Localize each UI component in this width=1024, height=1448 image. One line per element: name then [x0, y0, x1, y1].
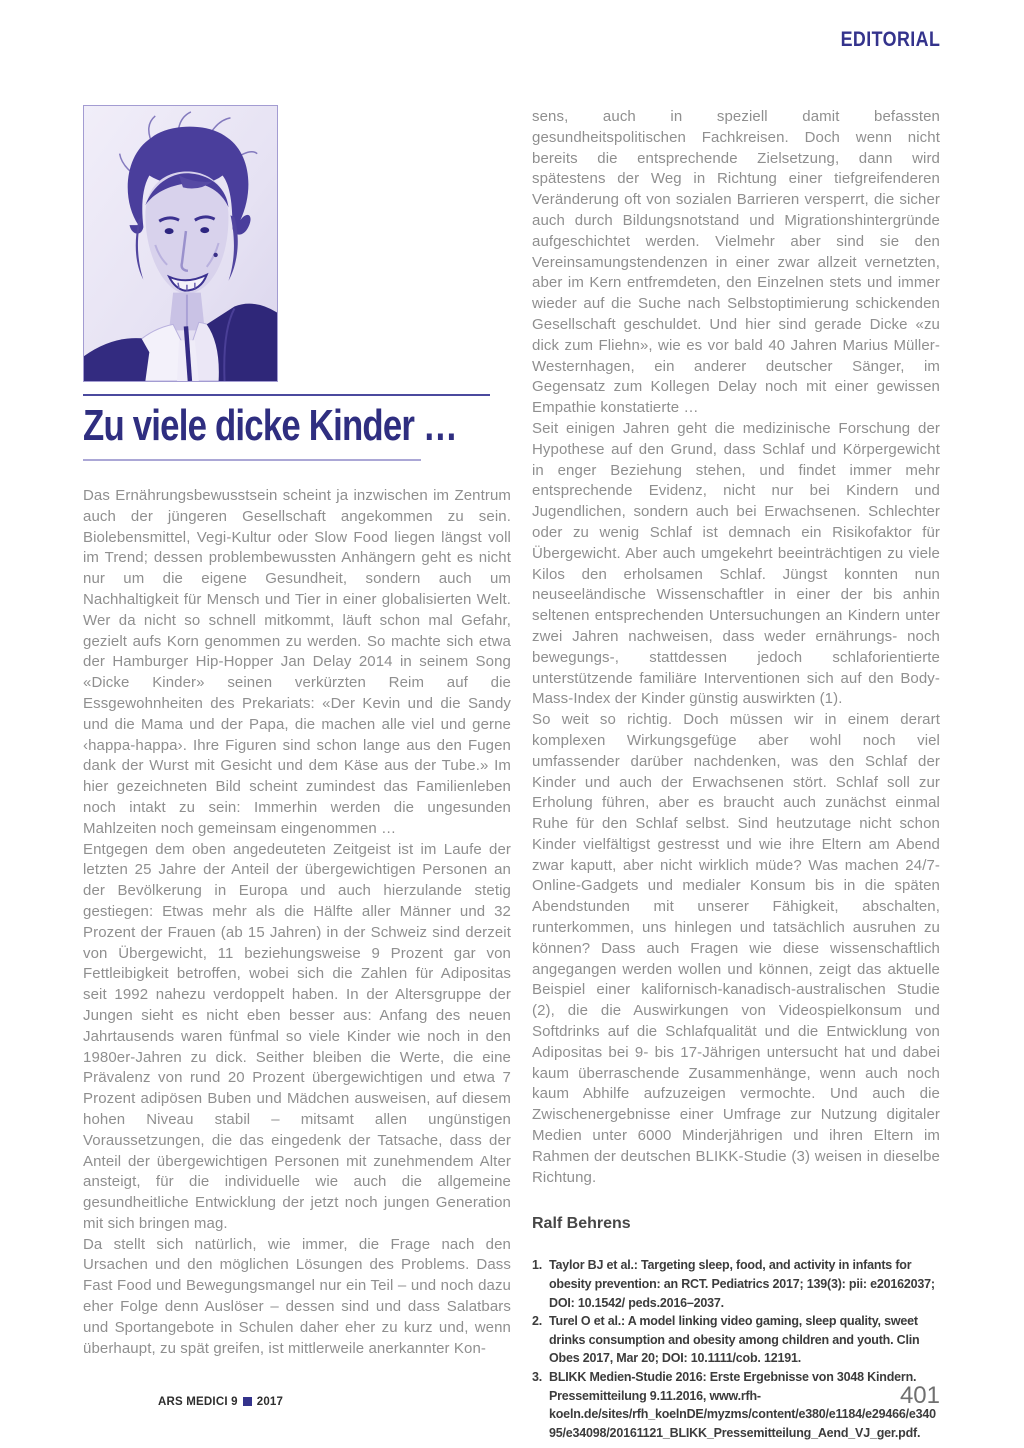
section-label — [823, 28, 940, 52]
right-text-column — [532, 107, 940, 1442]
journal-year: 2017 — [256, 1396, 284, 1408]
paragraph: sens, auch in speziell damit befassten gesundheitspolitischen Fachkreisen. Doch wenn nicht bereits die entsprechende Zielsetzung, dann wird spätestens der Weg in Richtung einer tiefgreifenderen Veränderung oft von sozialen Barrieren versperrt, die sicher auch durch Bildungsnotstand und Migrationshintergründe aufgeschichtet werden. Vielmehr aber sind sie den Vereinsamungstendenzen in einer zwar allzeit vernetzten, aber im Kern entfremdeten, den Einzelnen stets und immer wieder auf die Suche nach Selbstoptimierung schickenden Gesellschaft geschuldet. Und hier sind gerade Dicke «zu dick zum Fliehn», wie es vor bald 40 Jahren Marius Müller-Westernhagen, ein anderer deutscher Sänger, im Gegensatz zum Kollegen Delay noch mit einer gewissen Empathie konstatierte … — [532, 108, 940, 417]
journal-name: ARS MEDICI 9 — [158, 1396, 238, 1408]
footer-square-icon — [243, 1397, 252, 1406]
footer-journal-line — [158, 1396, 283, 1408]
title-block — [83, 394, 490, 461]
reference-number: 1. — [532, 1258, 543, 1273]
reference-number: 3. — [532, 1370, 543, 1384]
page-number: 401 — [899, 1382, 940, 1409]
reference-number: 2. — [532, 1314, 543, 1329]
reference-item — [532, 1368, 940, 1442]
title-rule-bottom — [83, 459, 421, 461]
title-rule-top — [83, 394, 490, 396]
reference-item — [532, 1312, 940, 1368]
page-title: Zu viele dicke Kinder … — [83, 401, 457, 450]
reference-item — [532, 1256, 940, 1312]
reference-text: Taylor BJ et al.: Targeting sleep, food, and activity in infants for obesity prevention: an RCT. Pediatrics 2017; 139(3): pii: e20162037; DOI: 10.1542/ peds.2016–2037. — [549, 1258, 935, 1310]
reference-text: Turel O et al.: A model linking video gaming, sleep quality, sweet drinks consumption and obesity among children and youth. Clin Obes 2017, Mar 20; DOI: 10.1111/cob. 12191. — [549, 1314, 920, 1366]
paragraph: So weit so richtig. Doch müssen wir in einem derart komplexen Wirkungsgefüge aber wohl noch viel umfassender darüber nachdenken, was den Schlaf der Kinder und auch der Erwachsenen stört. Schlaf soll zur Erholung führen, aber es braucht auch zunächst einmal Ruhe für den Schlaf selbst. Sind heutzutage nicht schon Kinder vielfältigst gestresst und wie ihre Eltern am Abend zwar kaputt, aber nicht wirklich müde? Was machen 24/7-Online-Gadgets und medialer Konsum bis in die späten Abendstunden mit unserer Fähigkeit, abschalten, runterkommen, uns hinlegen und tatsächlich ausruhen zu können? Dass auch Fragen wie diese wissenschaftlich angegangen werden wollen und können, zeigt das aktuelle Beispiel einer kalifornisch-kanadisch-australischen Studie (2), die die Auswirkungen von Videospielkonsum und Softdrinks auf die Schlafqualität und die Entwicklung von Adipositas bei 9- bis 17-Jährigen untersucht hat und dabei kaum überraschende Zusammenhänge, wenn auch noch kaum Abhilfe aufzuzeigen vermochte. Und auch die Zwischenergebnisse einer Umfrage zur Nutzung digitaler Medien unter 6000 Minderjährigen und ihren Eltern im Rahmen der deutschen BLIKK-Studie (3) weisen in dieselbe Richtung. — [532, 711, 940, 1186]
author-name: Ralf Behrens — [532, 1215, 631, 1233]
paragraph: Entgegen dem oben angedeuteten Zeitgeist ist im Laufe der letzten 25 Jahre der Anteil der übergewichtigen Personen an der Bevölkerung in Europa und auch hierzulande stetig gestiegen: Etwas mehr als die Hälfte aller Männer und 32 Prozent der Frauen (ab 15 Jahren) in der Schweiz sind derzeit von Übergewicht, 11 beziehungsweise 9 Prozent gar von Fettleibigkeit betroffen, wobei sich die Zahlen für Adipositas seit 1992 nahezu verdoppelt haben. In der Altersgruppe der Jungen sieht es nicht eben besser aus: Anfang des neuen Jahrtausends waren fünfmal so viele Kinder wie noch in den 1980er-Jahren zu dick. Seither bleiben die Werte, die eine Prävalenz von rund 20 Prozent übergewichtigen und etwa 7 Prozent adipösen Buben und Mädchen ausweisen, auf diesem hohen Niveau stabil – mitsamt allen ungünstigen Voraussetzungen, die das eingedenk der Tatsache, dass der Anteil der übergewichtigen Personen mit zunehmendem Alter ansteigt, für die individuelle wie auch die allgemeine gesundheitliche Entwicklung der jetzt noch jungen Generation mit sich bringen mag. — [83, 840, 511, 1232]
paragraph: Da stellt sich natürlich, wie immer, die Frage nach den Ursachen und den möglichen Lösungen des Problems. Dass Fast Food und Bewegungsmangel nur ein Teil – und noch dazu eher Folge denn Auslöser – dessen sind und dass Salatbars und Sportangebote in Schulen daher eher zu kurz und, wenn überhaupt, zu spät greifen, ist mittlerweile anerkannter Kon- — [83, 1235, 511, 1357]
paragraph: Seit einigen Jahren geht die medizinische Forschung der Hypothese auf den Grund, dass Schlaf und Körpergewicht in enger Beziehung stehen, und findet immer mehr entsprechende Evidenz, nicht nur bei Kindern und Jugendlichen, sondern auch bei Erwachsenen. Schlechter oder zu wenig Schlaf ist demnach ein Risikofaktor für Übergewicht. Aber auch umgekehrt beeinträchtigen zu viele Kilos den erholsamen Schlaf. Jüngst konnten nun neuseeländische Wissenschaftler in einer der bis anhin seltenen entsprechenden Untersuchungen an Kindern unter zwei Jahren nachweisen, dass weder ernährungs- noch bewegungs-, stattdessen jedoch schlaforientierte unterstützende familiäre Interventionen sich auf den Body-Mass-Index der Kinder günstig auswirkten (1). — [532, 419, 940, 708]
portrait-illustration — [84, 106, 277, 381]
reference-list — [532, 1256, 940, 1442]
section-label-text: EDITORIAL — [840, 28, 940, 51]
left-text-column — [83, 486, 511, 1359]
reference-text: BLIKK Medien-Studie 2016: Erste Ergebnisse von 3048 Kindern. Pressemitteilung 9.11.2016, www.rfh-koeln.de/sites/rfh_koelnDE/myzms/content/e380/e1184/e29466/e34095/e34098/20161121_BLIKK_Pressemitteilung_Aend_VJ_ger.pdf. — [549, 1370, 936, 1440]
paragraph: Das Ernährungsbewusstsein scheint ja inzwischen im Zentrum auch der jüngeren Gesellschaft angekommen zu sein. Biolebensmittel, Vegi-Kultur oder Slow Food liegen längst voll im Trend; dessen problembewussten Anhängern geht es nicht nur um die eigene Gesundheit, sondern auch um Nachhaltigkeit für Mensch und Tier in einer globalisierten Welt. Wer da nicht so schnell mitkommt, läuft schon mal Gefahr, gezielt aufs Korn genommen zu werden. So machte sich etwa der Hamburger Hip-Hopper Jan Delay 2014 in seinem Song «Dicke Kinder» seinen verkürzten Reim auf die Essgewohnheiten des Prekariats: «Der Kevin und die Sandy und die Mama und der Papa, die machen alle viel und gerne ‹happa-happa›. Ihre Figuren sind schon lange aus den Fugen dank der Wurst mit Gesicht und dem Käse aus der Tube.» Im hier gezeichneten Bild scheint zumindest das Familienleben noch intakt zu sein: Immerhin werden die ungesunden Mahlzeiten noch gemeinsam eingenommen … — [83, 487, 511, 837]
author-portrait-photo — [83, 105, 278, 382]
